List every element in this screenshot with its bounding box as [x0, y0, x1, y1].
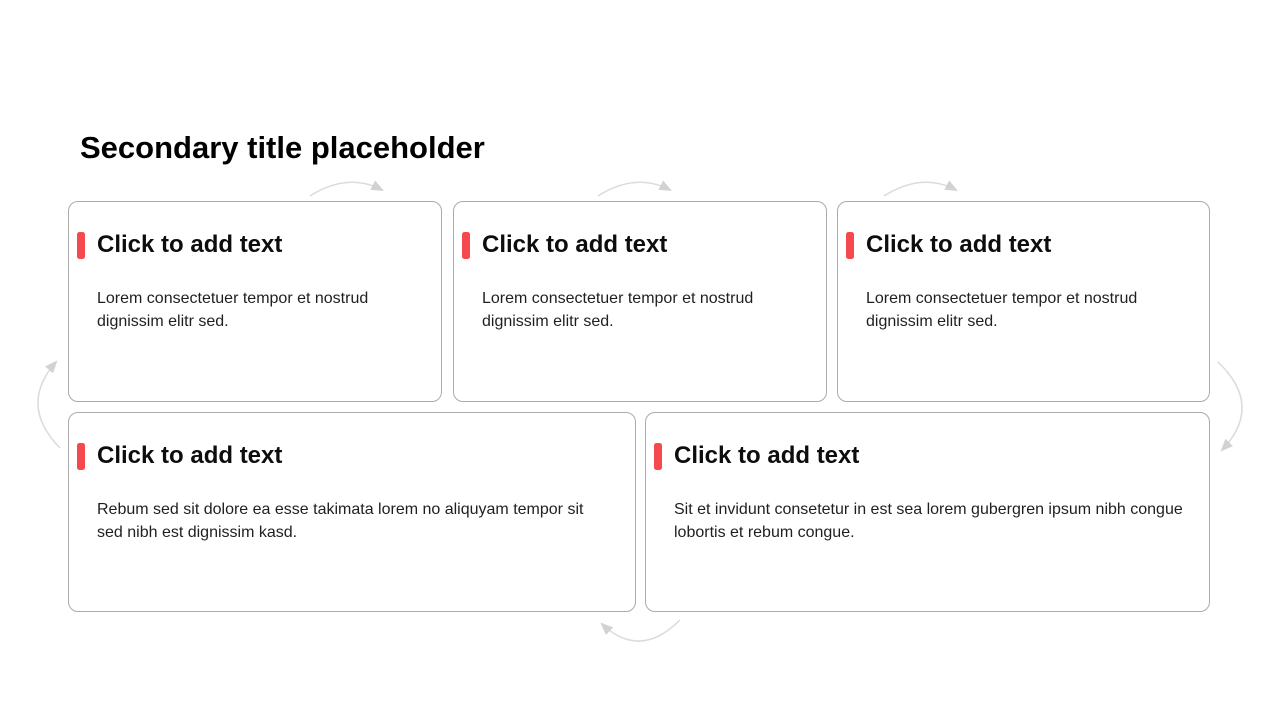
slide-title[interactable]: Secondary title placeholder [80, 130, 485, 165]
card-heading[interactable]: Click to add text [674, 442, 860, 469]
cycle-arrow-top-center-icon [596, 174, 680, 200]
card-body[interactable]: Sit et invidunt consetetur in est sea lorem gubergren ipsum nibh congue lobortis et rebum congue. [674, 501, 1183, 541]
card-heading[interactable]: Click to add text [482, 231, 668, 258]
red-accent-bar [654, 443, 662, 470]
red-accent-bar [77, 232, 85, 259]
text-placeholder-card-3[interactable] [837, 201, 1210, 402]
text-placeholder-card-5[interactable] [645, 412, 1210, 612]
card-heading[interactable]: Click to add text [97, 231, 283, 258]
cycle-arrow-right-icon [1214, 358, 1248, 454]
text-placeholder-card-1[interactable] [68, 201, 442, 402]
cycle-arrow-top-left-icon [308, 174, 392, 200]
text-placeholder-card-4[interactable] [68, 412, 636, 612]
card-body[interactable]: Lorem consectetuer tempor et nostrud dignissim elitr sed. [97, 290, 369, 330]
card-body[interactable]: Lorem consectetuer tempor et nostrud dignissim elitr sed. [482, 290, 754, 330]
red-accent-bar [77, 443, 85, 470]
arrow-marker-defs [0, 0, 1, 1]
card-body[interactable]: Lorem consectetuer tempor et nostrud dignissim elitr sed. [866, 290, 1138, 330]
cycle-arrow-bottom-icon [596, 616, 682, 646]
red-accent-bar [846, 232, 854, 259]
card-heading[interactable]: Click to add text [866, 231, 1052, 258]
red-accent-bar [462, 232, 470, 259]
card-heading[interactable]: Click to add text [97, 442, 283, 469]
card-body[interactable]: Rebum sed sit dolore ea esse takimata lorem no aliquyam tempor sit sed nibh est dignissim kasd. [97, 501, 584, 541]
cycle-arrow-top-right-icon [882, 174, 966, 200]
cycle-arrow-left-icon [32, 358, 64, 452]
text-placeholder-card-2[interactable] [453, 201, 827, 402]
